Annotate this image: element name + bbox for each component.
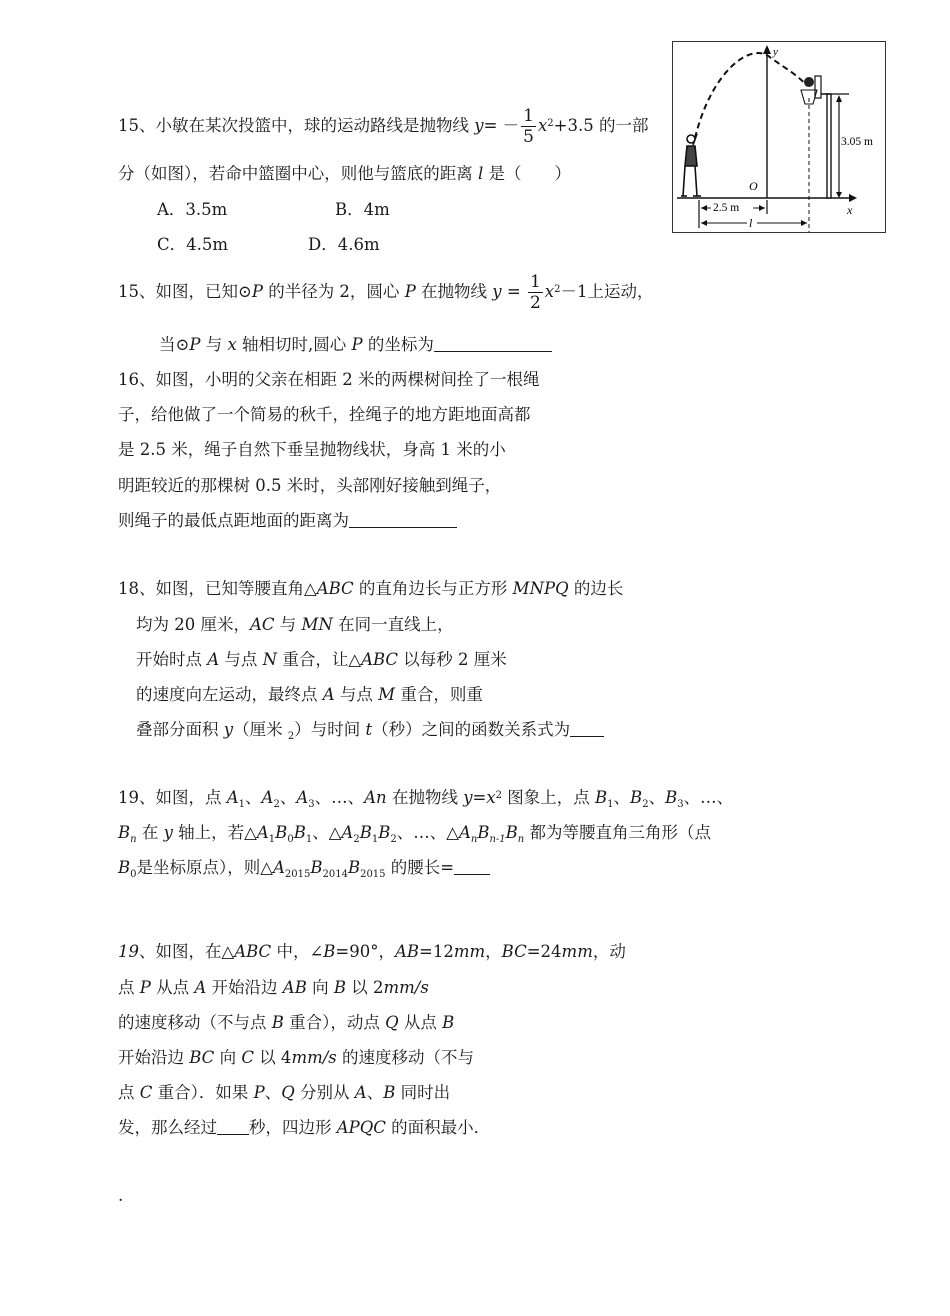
footer-dot: . xyxy=(118,1186,124,1205)
q16-line4: 明距较近的那棵树 0.5 米时，头部刚好接触到绳子， xyxy=(118,476,502,495)
q18-line2: 均为 20 厘米，AC 与 MN 在同一直线上， xyxy=(136,615,454,634)
dim-l-arrow-left xyxy=(701,220,707,226)
player-figure xyxy=(681,134,701,196)
q15b-line1: 15、如图，已知⊙P 的半径为 2，圆心 P 在抛物线 y = $\frac{1}{2}$ $x^2-1$上运动， xyxy=(118,272,654,313)
q15a-option-c: C．4.5m xyxy=(157,235,229,254)
q18-line1: 18、如图，已知等腰直角△ABC 的直角边长与正方形 MNPQ 的边长 xyxy=(118,579,624,598)
answer-blank xyxy=(434,335,552,352)
answer-blank xyxy=(349,511,457,528)
q16-line5: 则绳子的最低点距地面的距离为 xyxy=(118,511,457,531)
y-axis-arrow xyxy=(763,45,771,54)
q19b-line5: 点 C 重合）．如果 P、Q 分别从 A、B 同时出 xyxy=(118,1083,451,1102)
answer-blank xyxy=(570,720,604,737)
q19b-line3: 的速度移动（不与点 B 重合），动点 Q 从点 B xyxy=(118,1013,455,1032)
height-dim-arrow-up xyxy=(836,95,842,102)
q19b-line2: 点 P 从点 A 开始沿边 AB 向 B 以 2mm/s xyxy=(118,978,429,997)
ball xyxy=(804,77,814,87)
q19b-line1: 19、如图，在△ABC 中，∠B=90°，AB=12mm，BC=24mm，动 xyxy=(118,942,626,961)
q15a-option-d: D．4.6m xyxy=(308,235,380,254)
dim-l-label: l xyxy=(749,216,753,230)
question-number: 15、 xyxy=(118,116,156,135)
fraction-one-half: $\frac{1}{2}$ xyxy=(529,272,541,313)
q19b-line6: 发，那么经过 秒，四边形 APQC 的面积最小． xyxy=(118,1118,491,1137)
q19a-line3: $B_0$是坐标原点），则$\triangle A_{2015}B_{2014}B_{2015}$ 的腰长= xyxy=(118,858,490,878)
dim-25-arrow-right xyxy=(759,205,765,211)
q15a-line1: 15、小敏在某次投篮中，球的运动路线是抛物线 y= － $\frac{1}{5}$ $x^2+3.5$ 的一部 xyxy=(118,106,649,147)
height-label: 3.05 m xyxy=(841,136,873,148)
x-axis-arrow xyxy=(849,194,857,202)
q19a-line1: 19、如图，点 $A_1$、$A_2$、$A_3$、…、An 在抛物线 $y=x^2$ 图象上，点 $B_1$、$B_2$、$B_3$、…、 xyxy=(118,788,734,810)
q16-line1: 16、如图，小明的父亲在相距 2 米的两棵树间拴了一根绳 xyxy=(118,370,540,389)
origin-label: O xyxy=(749,179,758,193)
dim-25-label: 2.5 m xyxy=(713,202,740,214)
answer-blank xyxy=(217,1118,249,1135)
q19b-line4: 开始沿边 BC 向 C 以 4mm/s 的速度移动（不与 xyxy=(118,1048,475,1067)
q15a-option-a: A．3.5m xyxy=(157,200,228,219)
q15a-line2: 分（如图），若命中篮圈中心，则他与篮底的距离 l 是（ ） xyxy=(118,164,572,183)
q19a-line2: $B_n$ 在 y 轴上，若$\triangle A_1B_0B_1$、$\triangle A_2B_1B_2$、…、$\triangle A_nB_{n-1}B_n$ 都为等腰直角三角形（点 xyxy=(118,823,711,845)
height-dim-arrow-down xyxy=(836,192,842,198)
y-axis-label: y xyxy=(773,46,778,58)
q18-line3: 开始时点 A 与点 N 重合，让△ABC 以每秒 2 厘米 xyxy=(136,650,507,669)
q15a-option-b: B．4m xyxy=(335,200,390,219)
x-axis-label: x xyxy=(847,203,853,217)
q16-line2: 子，给他做了一个简易的秋千，拴绳子的地方距地面高都 xyxy=(118,405,531,424)
dim-l-arrow-right xyxy=(801,220,807,226)
q16-line3: 是 2.5 米，绳子自然下垂呈抛物线状，身高 1 米的小 xyxy=(118,440,506,459)
dim-25-arrow-left xyxy=(701,205,707,211)
answer-blank xyxy=(454,858,490,875)
hoop-post xyxy=(827,94,831,198)
q15b-line2: 当⊙P 与 x 轴相切时,圆心 P 的坐标为 xyxy=(159,335,552,355)
q18-line4: 的速度向左运动，最终点 A 与点 M 重合，则重 xyxy=(136,685,483,704)
basketball-figure xyxy=(672,41,886,233)
basketball-diagram xyxy=(673,42,885,232)
fraction-one-fifth: $\frac{1}{5}$ xyxy=(523,106,534,147)
ball-trajectory xyxy=(695,53,807,138)
q18-line5: 叠部分面积 y（厘米 $_2$）与时间 t（秒）之间的函数关系式为 xyxy=(136,720,604,740)
